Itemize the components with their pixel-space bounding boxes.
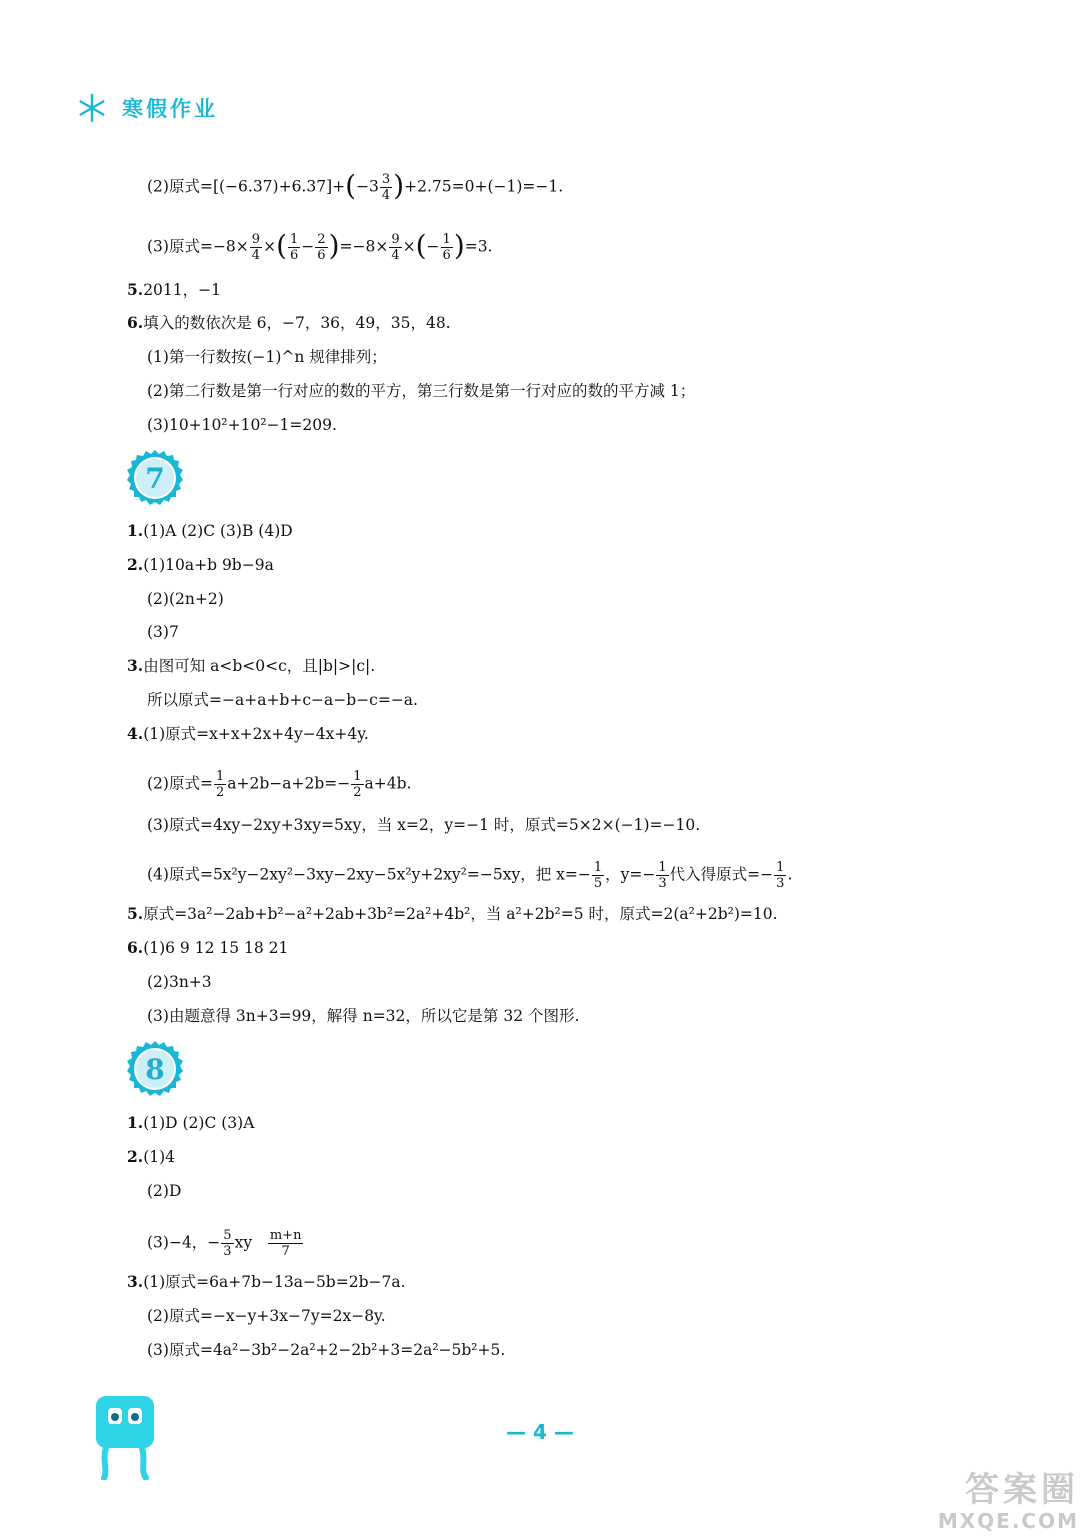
- answer-item: 5.原式=3a²−2ab+b²−a²+2ab+3b²=2a²+4b²，当 a²+2b²=5 时，原式=2(a²+2b²)=10.: [127, 904, 778, 923]
- answer-item: 6.(1)6 9 12 15 18 21: [127, 938, 289, 957]
- section-badge-7: 7: [125, 448, 185, 508]
- answer-line: (3)7: [147, 623, 179, 641]
- answer-item: 2.(1)10a+b 9b−9a: [127, 555, 274, 574]
- answer-line: (2)(2n+2): [147, 590, 224, 608]
- answer-line: (2)第二行数是第一行对应的数的平方，第三行数是第一行对应的数的平方减 1；: [147, 382, 696, 400]
- answer-item: 4.(1)原式=x+x+2x+4y−4x+4y.: [127, 724, 369, 743]
- answer-line: (2)3n+3: [147, 973, 212, 991]
- watermark: 答案圈 MXQE.COM: [937, 1470, 1079, 1533]
- answer-line: (2)原式= $\frac{1}{2}$ a+2b−a+2b=− $\frac{1}{2}$ a+4b.: [147, 769, 412, 800]
- answer-item: 3.(1)原式=6a+7b−13a−5b=2b−7a.: [127, 1272, 406, 1291]
- mascot-icon: [90, 1390, 160, 1480]
- answer-line: (3)−4，− $\frac{5}{3}$ xy $\frac{m+n}{7}$: [147, 1228, 302, 1259]
- answer-line: (2)D: [147, 1182, 182, 1200]
- answer-line: (3)由题意得 3n+3=99，解得 n=32，所以它是第 32 个图形.: [147, 1007, 580, 1025]
- page-header: [76, 92, 218, 124]
- header-title: 寒假作业: [122, 97, 218, 121]
- answer-item: 3.由图可知 a<b<0<c，且|b|>|c|.: [127, 656, 376, 675]
- answer-line: 所以原式=−a+a+b+c−a−b−c=−a.: [147, 691, 418, 709]
- answer-line: (3)原式=4xy−2xy+3xy=5xy，当 x=2，y=−1 时，原式=5×2×(−1)=−10.: [147, 816, 701, 834]
- answer-item: 6.填入的数依次是 6，−7，36，49，35，48.: [127, 313, 451, 332]
- answer-line: (4)原式=5x²y−2xy²−3xy−2xy−5x²y+2xy²=−5xy，把 x=− $\frac{1}{5}$ ，y=− $\frac{1}{3}$ 代入得原式=− $\frac{1}{3}$ .: [147, 860, 793, 891]
- answer-item: 2.(1)4: [127, 1147, 176, 1166]
- page-number: — 4 —: [506, 1420, 574, 1444]
- answer-line: (3)原式=4a²−3b²−2a²+2−2b²+3=2a²−5b²+5.: [147, 1341, 506, 1359]
- answer-line: (1)第一行数按(−1)^n 规律排列；: [147, 348, 387, 366]
- section-badge-8: 8: [125, 1039, 185, 1099]
- answer-line: (3)原式=−8× $\frac{9}{4}$ ×( $\frac{1}{6}$ − $\frac{2}{6}$ )=−8× $\frac{9}{4}$ ×(− $\frac{1}{6}$ )=3.: [147, 228, 493, 263]
- snowflake-icon: [76, 92, 108, 124]
- answer-line: (3)10+10²+10²−1=209.: [147, 416, 337, 434]
- answer-item: 5.2011，−1: [127, 280, 221, 299]
- answer-item: 1.(1)D (2)C (3)A: [127, 1113, 255, 1132]
- answer-line: (2)原式=[(−6.37)+6.37]+(−3 $\frac{3}{4}$ )+2.75=0+(−1)=−1.: [147, 168, 564, 203]
- answer-line: (2)原式=−x−y+3x−7y=2x−8y.: [147, 1307, 386, 1325]
- answer-item: 1.(1)A (2)C (3)B (4)D: [127, 521, 293, 540]
